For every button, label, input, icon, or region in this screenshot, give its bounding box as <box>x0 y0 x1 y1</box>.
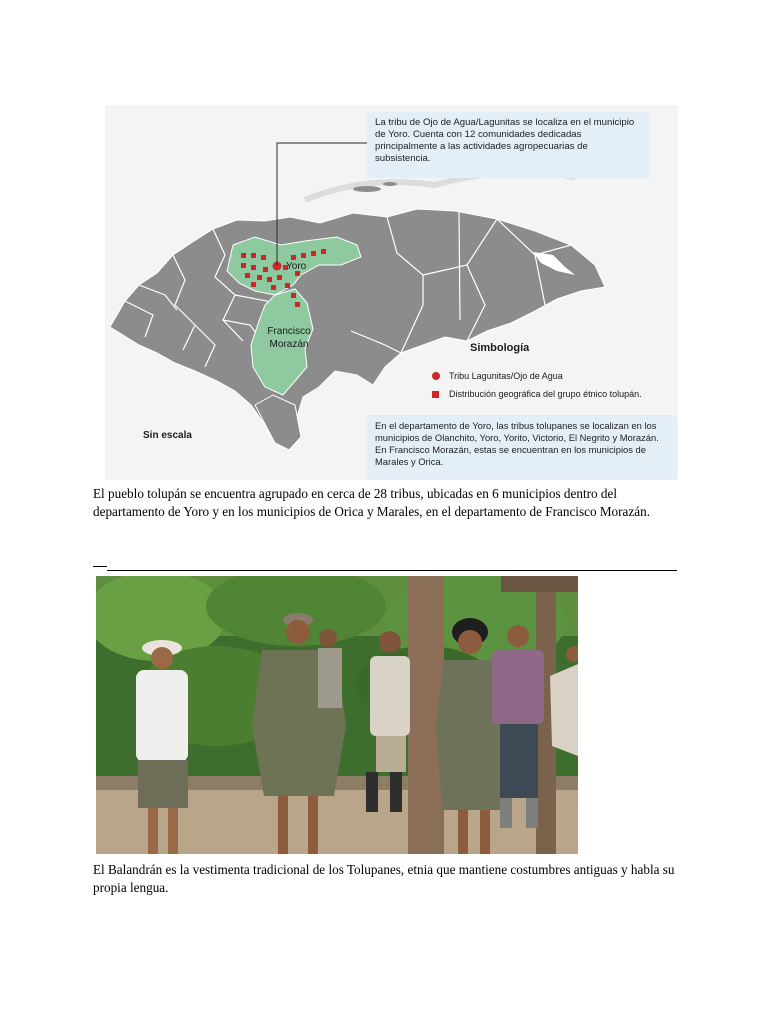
separator-line <box>107 570 677 571</box>
photo-caption: El Balandrán es la vestimenta tradicional de los Tolupanes, etnia que mantiene costumbres antiguas y habla su propia lengua. <box>93 862 675 895</box>
legend-title: Simbología <box>470 342 530 354</box>
legend-item-label: Tribu Lagunitas/Ojo de Agua <box>449 371 563 381</box>
scale-note: Sin escala <box>143 430 192 441</box>
legend-item-distribution <box>432 385 642 403</box>
label-francisco-line2: Morazán <box>269 339 309 350</box>
bay-island <box>353 186 381 192</box>
separator-lead <box>93 566 107 567</box>
legend-item-label: Distribución geográfica del grupo étnico tolupán. <box>449 389 642 399</box>
label-yoro: Yoro <box>286 261 307 272</box>
red-square-icon <box>432 391 439 398</box>
map-caption: El pueblo tolupán se encuentra agrupado en cerca de 28 tribus, ubicadas en 6 municipios dentro del departamento de Yoro y en los municipios de Orica y Marales, en el departamento de Francisco Morazán. <box>93 486 650 519</box>
callout-lagunitas: La tribu de Ojo de Agua/Lagunitas se localiza en el municipio de Yoro. Cuenta con 12 comunidades dedicadas principalmente a las actividades agropecuarias de subsistencia. <box>367 112 649 178</box>
map-legend <box>432 367 642 403</box>
callout-departments: En el departamento de Yoro, las tribus tolupanes se localizan en los municipios de Olanchito, Yoro, Yorito, Victorio, El Negrito y Morazán. En Francisco Morazán, estas se encuentran en los municipios de Marales y Orica. <box>367 415 677 480</box>
tolupan-photo <box>96 576 578 854</box>
label-francisco-morazan <box>256 325 322 351</box>
honduras-map-figure <box>105 105 678 480</box>
red-dot-icon <box>432 372 440 380</box>
label-francisco-line1: Francisco <box>267 326 311 337</box>
tolupan-men-photo <box>96 576 578 854</box>
legend-item-tribe <box>432 367 642 385</box>
bay-island <box>383 182 397 186</box>
